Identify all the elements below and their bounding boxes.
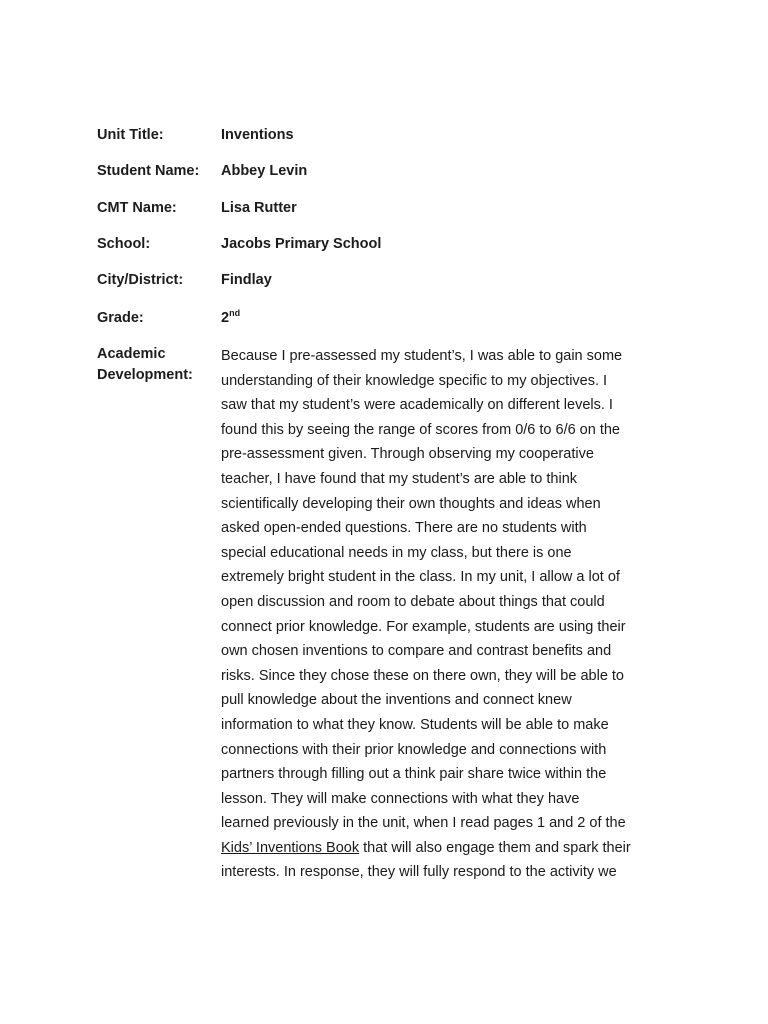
paragraph-line: open discussion and room to debate about things that could [221,593,605,610]
paragraph-line: partners through filling out a think pair share twice within the [221,766,607,783]
grade-number: 2 [221,310,230,326]
paragraph-line: lesson. They will make connections with what they have [221,790,580,807]
field-value: Lisa Rutter [221,200,297,216]
paragraph-line: scientifically developing their own thoughts and ideas when [221,495,601,512]
paragraph-line: found this by seeing the range of scores from 0/6 to 6/6 on the [221,421,620,438]
paragraph-line: extremely bright student in the class. In my unit, I allow a lot of [221,569,620,586]
field-value: Findlay [221,272,272,288]
line-continuation: that will also engage them and spark their [359,839,631,856]
paragraph-line [221,836,691,861]
field-value [221,308,240,328]
paragraph-line: risks. Since they chose these on there own, they will be able to [221,667,624,684]
paragraph-line: information to what they know. Students will be able to make [221,716,609,733]
field-value: Inventions [221,127,294,143]
book-title: Kids’ Inventions Book [221,839,360,856]
grade-suffix: nd [229,308,241,319]
field-value: Jacobs Primary School [221,236,382,252]
field-value: Abbey Levin [221,163,308,179]
paragraph-line: special educational needs in my class, but there is one [221,544,572,561]
academic-development-label [97,344,215,386]
label-line: Academic [97,346,166,362]
paragraph-line: understanding of their knowledge specific to my objectives. I [221,372,608,389]
paragraph-line: interests. In response, they will fully respond to the activity we [221,864,617,881]
field-label: Unit Title: [97,127,164,143]
paragraph-line: connect prior knowledge. For example, students are using their [221,618,626,635]
paragraph-line: teacher, I have found that my student’s are able to think [221,470,578,487]
academic-development-paragraph [221,344,691,885]
paragraph-line: own chosen inventions to compare and contrast benefits and [221,643,612,660]
paragraph-line: pull knowledge about the inventions and connect knew [221,692,572,709]
field-label: Grade: [97,310,144,326]
field-label: CMT Name: [97,200,177,216]
field-label: School: [97,236,151,252]
paragraph-line: learned previously in the unit, when I read pages 1 and 2 of the [221,815,626,832]
paragraph-line: connections with their prior knowledge and connections with [221,741,607,758]
paragraph-line: pre-assessment given. Through observing my cooperative [221,446,594,463]
paragraph-line: Because I pre-assessed my student’s, I was able to gain some [221,348,623,364]
paragraph-line: asked open-ended questions. There are no students with [221,520,587,537]
field-label: Student Name: [97,163,200,179]
paragraph-line: saw that my student’s were academically on different levels. I [221,397,613,414]
label-line: Development: [97,367,193,383]
field-label: City/District: [97,272,184,288]
